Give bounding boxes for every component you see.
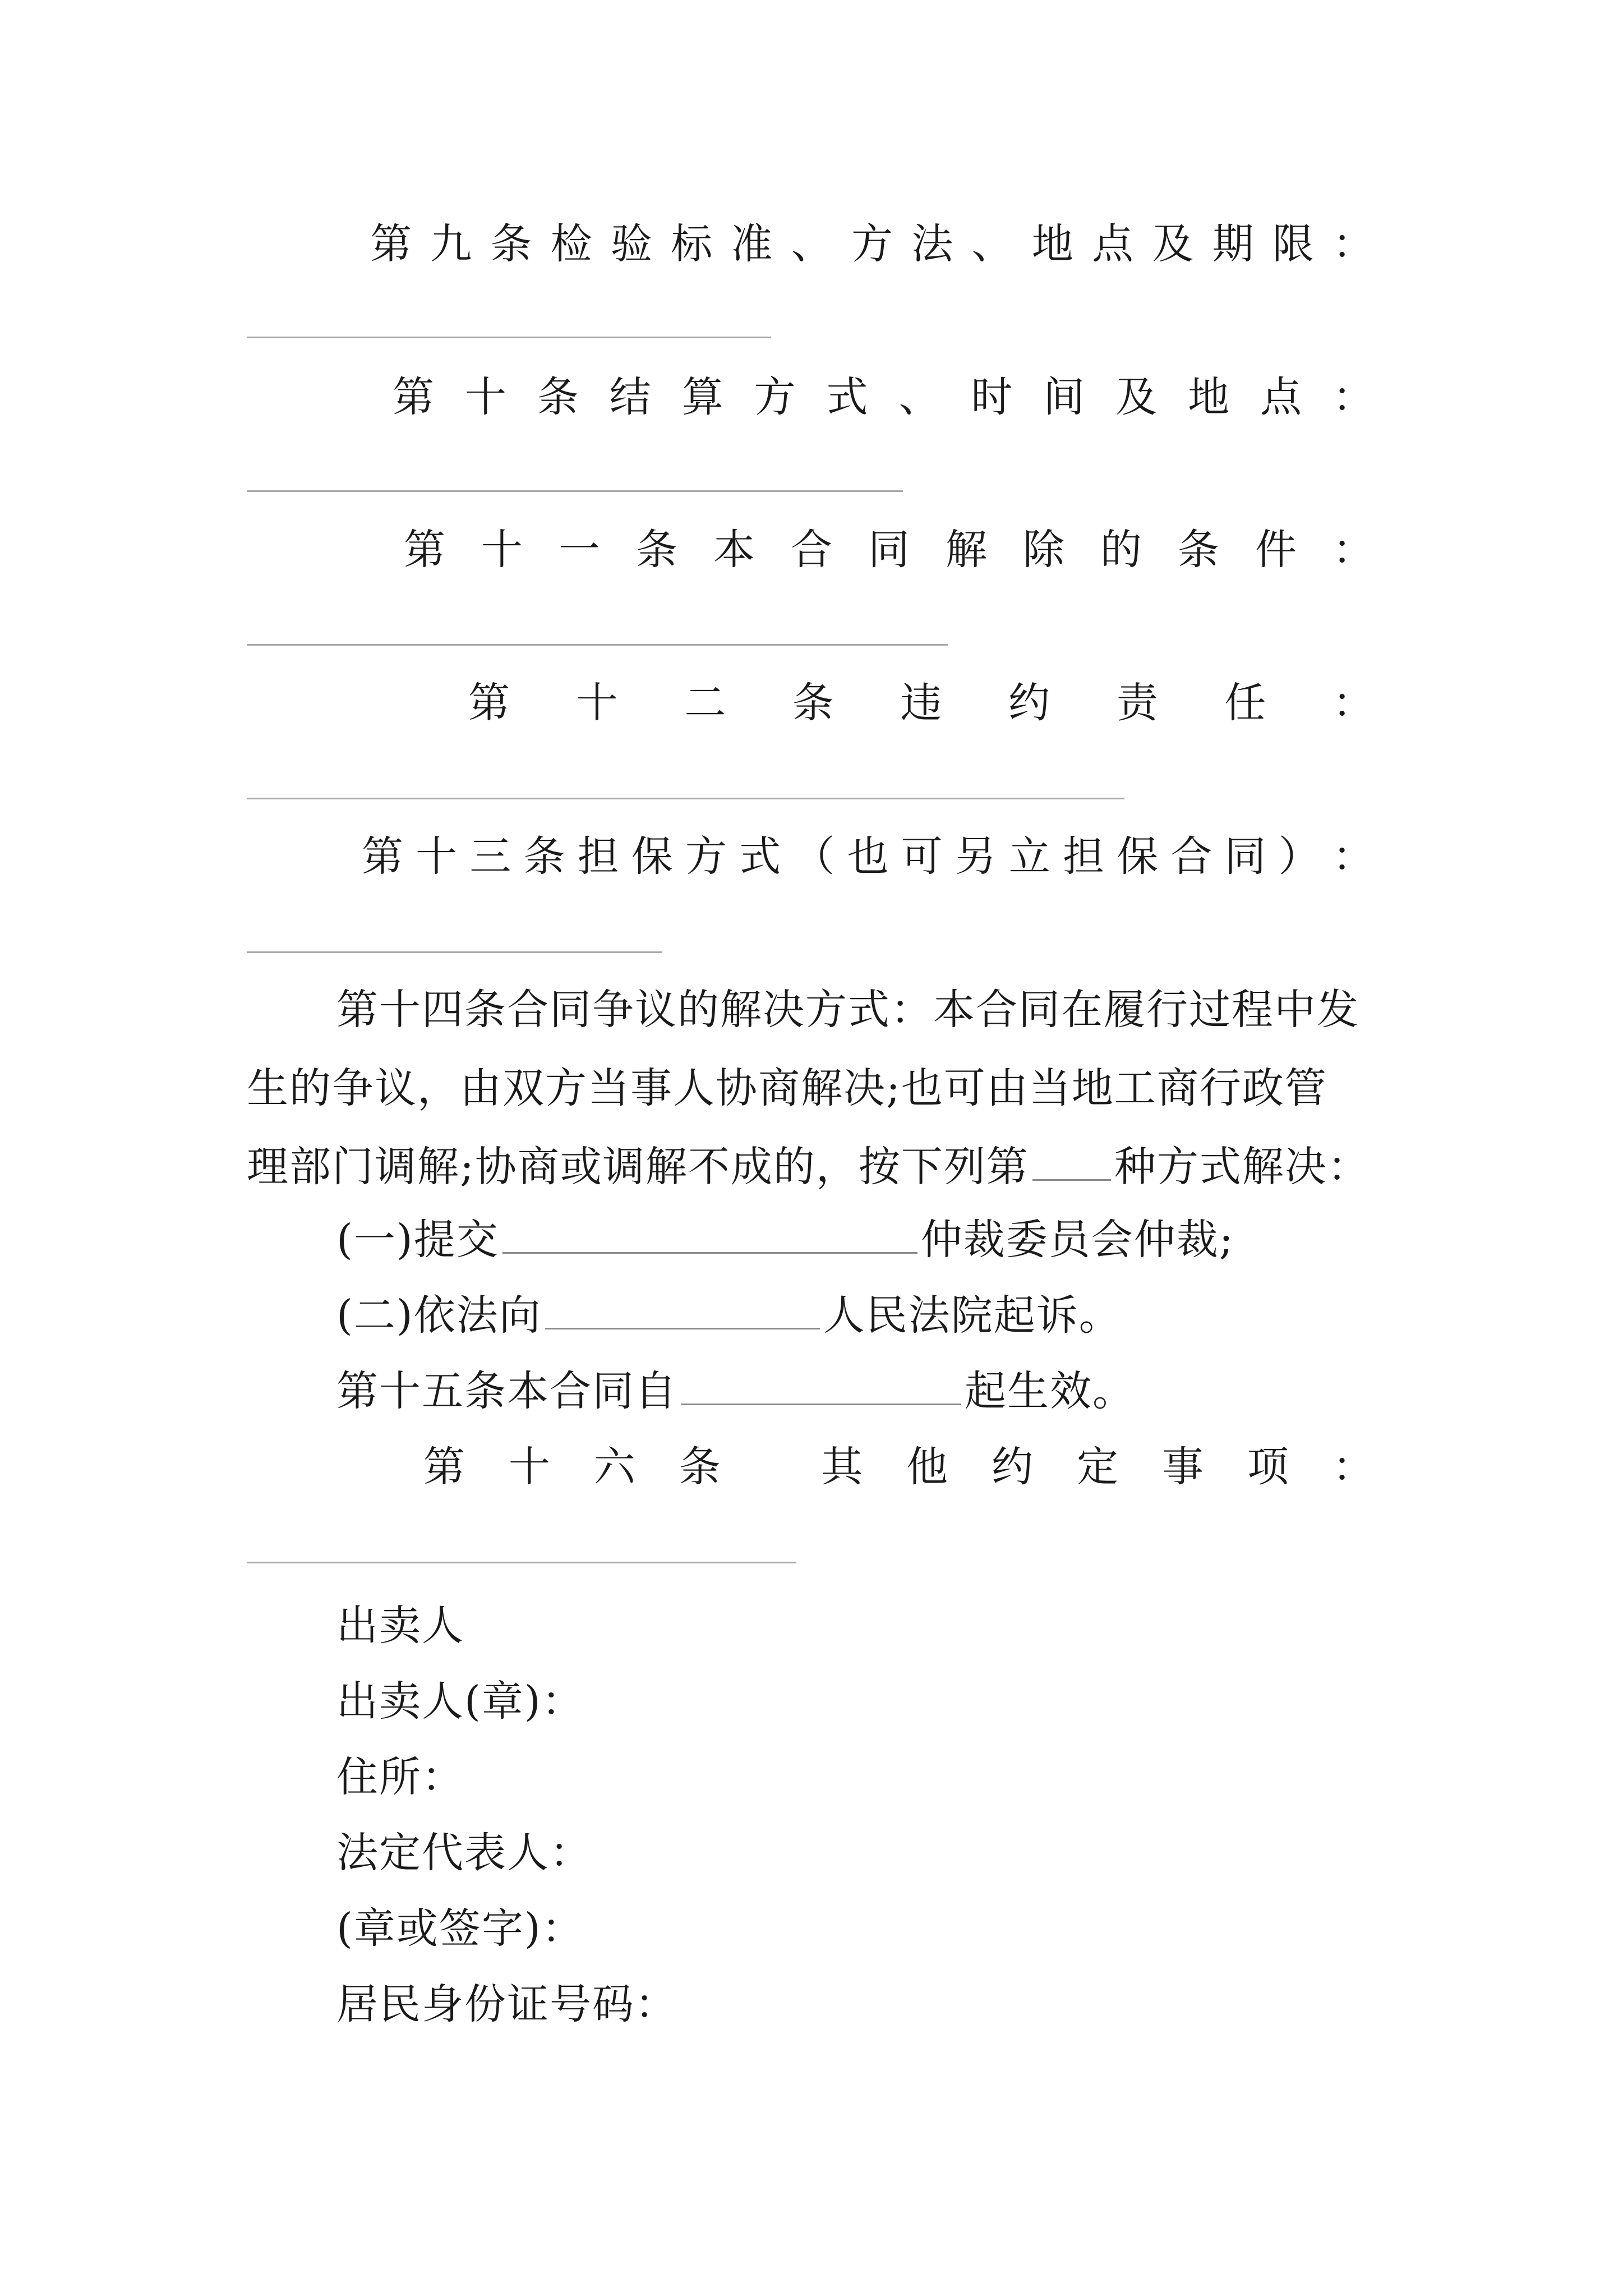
clause-11-blank[interactable] <box>247 644 948 646</box>
heading-char: 准 <box>731 220 773 268</box>
heading-char: 约 <box>992 1443 1034 1491</box>
heading-char: 二 <box>684 679 726 727</box>
clause-9-heading <box>370 216 1374 272</box>
heading-char: 任 <box>1224 679 1266 727</box>
clause-14-line-2: 生的争议，由双方当事人协商解决;也可由当地工商行政管 <box>247 1064 1327 1112</box>
heading-char: ： <box>1332 373 1374 421</box>
heading-char: 及 <box>1115 373 1158 421</box>
seal-or-signature-label: (章或签字)： <box>336 1904 584 1953</box>
clause-14-line-3 <box>247 1139 1370 1195</box>
heading-char: 保 <box>1117 832 1159 881</box>
heading-char: 方 <box>851 220 893 268</box>
heading-char: 同 <box>1224 832 1266 881</box>
heading-char: 他 <box>906 1443 948 1491</box>
clause-10-heading <box>393 369 1374 425</box>
heading-char: 算 <box>681 373 723 421</box>
heading-char: 十 <box>464 373 506 421</box>
heading-char: 点 <box>1092 220 1133 268</box>
clause-12-heading <box>468 675 1374 731</box>
heading-char: 第 <box>362 832 403 881</box>
heading-char: （ <box>793 832 835 881</box>
seller-label: 出卖人 <box>336 1602 464 1650</box>
heading-char: 期 <box>1212 220 1254 268</box>
heading-char: 法 <box>911 220 953 268</box>
heading-char: 式 <box>826 373 868 421</box>
heading-char: 条 <box>792 679 834 727</box>
id-number-label: 居民身份证号码： <box>336 1980 677 2028</box>
heading-char: 、 <box>898 373 940 421</box>
heading-char: 条 <box>537 373 579 421</box>
arbitration-commission-blank[interactable] <box>502 1215 917 1254</box>
effective-date-blank[interactable] <box>681 1366 961 1405</box>
heading-char: 方 <box>754 373 796 421</box>
resolution-method-blank[interactable] <box>1032 1142 1111 1181</box>
heading-char: 也 <box>847 832 889 881</box>
heading-char: 同 <box>868 526 910 574</box>
heading-char: 十 <box>481 526 523 574</box>
clause-16-blank[interactable] <box>247 1562 796 1563</box>
heading-char: 、 <box>791 220 833 268</box>
heading-char: 式 <box>739 832 781 881</box>
heading-char: 条 <box>490 220 532 268</box>
heading-char: 十 <box>508 1443 550 1491</box>
heading-char: ： <box>1332 832 1374 881</box>
heading-char: 十 <box>416 832 458 881</box>
option-2-text-a: (二)依法向 <box>336 1291 542 1340</box>
court-blank[interactable] <box>545 1291 820 1329</box>
heading-char: 验 <box>611 220 652 268</box>
heading-char: 的 <box>1100 526 1142 574</box>
option-1-text-a: (一)提交 <box>336 1216 499 1264</box>
option-2-line <box>336 1287 1122 1343</box>
heading-char: 保 <box>631 832 673 881</box>
clause-10-blank[interactable] <box>247 490 903 492</box>
heading-char: 地 <box>1031 220 1073 268</box>
option-1-line <box>336 1212 1234 1268</box>
heading-char: 第 <box>393 373 434 421</box>
heading-char: 第 <box>468 679 510 727</box>
clause-9-blank[interactable] <box>247 337 771 338</box>
heading-char: 条 <box>1178 526 1219 574</box>
heading-char: 方 <box>685 832 727 881</box>
option-1-text-b: 仲裁委员会仲裁; <box>920 1216 1234 1264</box>
clause-11-heading <box>404 522 1374 578</box>
clause-14-line-1: 第十四条合同争议的解决方式：本合同在履行过程中发 <box>336 986 1359 1034</box>
heading-char: 条 <box>636 526 677 574</box>
heading-char: 事 <box>1161 1443 1204 1491</box>
option-2-text-b: 人民法院起诉。 <box>823 1291 1122 1340</box>
clause-12-blank[interactable] <box>247 798 1124 799</box>
heading-char: 立 <box>1008 832 1050 881</box>
heading-char: 定 <box>1077 1443 1119 1491</box>
heading-char: 件 <box>1255 526 1297 574</box>
heading-char: 条 <box>679 1443 721 1491</box>
heading-char: 条 <box>523 832 565 881</box>
heading-char: 第 <box>404 526 445 574</box>
heading-char: 标 <box>671 220 713 268</box>
clause-13-blank[interactable] <box>247 951 662 953</box>
heading-char: 除 <box>1023 526 1064 574</box>
heading-char: 另 <box>955 832 997 881</box>
heading-char: 可 <box>901 832 943 881</box>
heading-char: 三 <box>469 832 511 881</box>
heading-char: 合 <box>791 526 832 574</box>
heading-char: 十 <box>576 679 618 727</box>
heading-char: 约 <box>1008 679 1050 727</box>
clause-13-heading <box>362 829 1374 885</box>
legal-representative-label: 法定代表人： <box>336 1829 592 1877</box>
heading-char: 检 <box>550 220 592 268</box>
clause-16-heading <box>423 1439 1374 1495</box>
heading-char: ） <box>1278 832 1320 881</box>
heading-char: ： <box>1332 526 1374 574</box>
heading-char: 、 <box>971 220 1013 268</box>
clause-15-text-b: 起生效。 <box>965 1367 1135 1415</box>
heading-char: 间 <box>1043 373 1085 421</box>
clause-14-line-3-text-b: 种方式解决： <box>1114 1143 1370 1191</box>
heading-char: ： <box>1332 1443 1374 1491</box>
heading-char: ： <box>1332 679 1374 727</box>
heading-char: 六 <box>593 1443 635 1491</box>
heading-char: 违 <box>900 679 942 727</box>
seller-seal-label: 出卖人(章)： <box>336 1677 584 1726</box>
heading-char: 第 <box>370 220 412 268</box>
clause-15-line <box>336 1363 1135 1419</box>
heading-char: 结 <box>609 373 651 421</box>
heading-char: 九 <box>430 220 472 268</box>
address-label: 住所： <box>336 1753 464 1801</box>
heading-char: 解 <box>946 526 987 574</box>
heading-char: 第 <box>423 1443 465 1491</box>
clause-15-text-a: 第十五条本合同自 <box>336 1367 677 1415</box>
heading-char: 时 <box>971 373 1013 421</box>
clause-14-line-3-text-a: 理部门调解;协商或调解不成的，按下列第 <box>247 1143 1029 1191</box>
heading-char: 担 <box>577 832 619 881</box>
heading-char: 及 <box>1152 220 1194 268</box>
heading-char: 其 <box>821 1443 863 1491</box>
heading-char: 一 <box>559 526 600 574</box>
heading-char: 合 <box>1170 832 1212 881</box>
heading-char: 限 <box>1272 220 1314 268</box>
heading-char <box>764 1439 778 1495</box>
heading-char: ： <box>1332 220 1374 268</box>
heading-char: 本 <box>713 526 755 574</box>
heading-char: 项 <box>1247 1443 1289 1491</box>
heading-char: 担 <box>1063 832 1105 881</box>
heading-char: 地 <box>1188 373 1230 421</box>
heading-char: 责 <box>1116 679 1158 727</box>
heading-char: 点 <box>1260 373 1302 421</box>
